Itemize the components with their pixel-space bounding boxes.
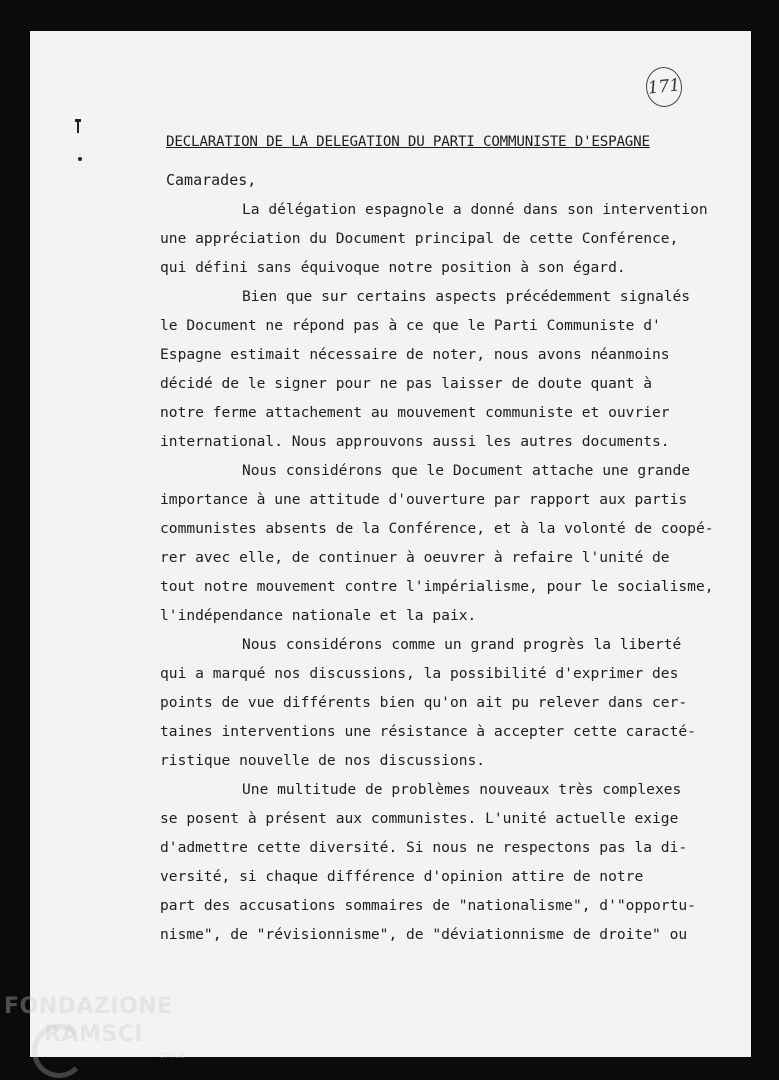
salutation: Camarades, (166, 171, 257, 189)
text-line: importance à une attitude d'ouverture par rapport aux partis (160, 491, 688, 508)
text-line: Espagne estimait nécessaire de noter, nous avons néanmoins (160, 346, 670, 363)
text-line: points de vue différents bien qu'on ait pu relever dans cer- (160, 694, 688, 711)
margin-mark (75, 89, 87, 169)
page-number-stamp: 171 (644, 65, 684, 109)
text-line: part des accusations sommaires de "nationalisme", d'"opportu- (160, 897, 696, 914)
text-line: ristique nouvelle de nos discussions. (160, 752, 486, 769)
text-line: d'admettre cette diversité. Si nous ne respectons pas la di- (160, 839, 688, 856)
watermark-line-2: RAMSCI (44, 1022, 144, 1047)
archive-watermark (4, 994, 204, 1074)
document-title: DECLARATION DE LA DELEGATION DU PARTI COMMUNISTE D'ESPAGNE (166, 134, 650, 150)
document-body (160, 195, 735, 949)
text-line: nisme", de "révisionnisme", de "déviationnisme de droite" ou (160, 926, 688, 943)
text-line: se posent à présent aux communistes. L'unité actuelle exige (160, 810, 679, 827)
document-page (30, 31, 751, 1057)
text-line: tout notre mouvement contre l'impérialisme, pour le socialisme, (160, 578, 714, 595)
text-line: communistes absents de la Conférence, et à la volonté de coopé- (160, 520, 714, 537)
paragraph (160, 195, 735, 282)
text-line: qui a marqué nos discussions, la possibilité d'exprimer des (160, 665, 679, 682)
watermark-line-3: onlus (159, 1050, 186, 1061)
paragraph (160, 630, 735, 775)
text-line: Une multitude de problèmes nouveaux très complexes (242, 781, 682, 798)
text-line: taines interventions une résistance à accepter cette caracté- (160, 723, 696, 740)
text-line: international. Nous approuvons aussi les autres documents. (160, 433, 670, 450)
paragraph (160, 282, 735, 456)
paragraph (160, 775, 735, 949)
text-line: décidé de le signer pour ne pas laisser de doute quant à (160, 375, 653, 392)
text-line: une appréciation du Document principal de cette Conférence, (160, 230, 679, 247)
text-line: le Document ne répond pas à ce que le Parti Communiste d' (160, 317, 661, 334)
text-line: Nous considérons comme un grand progrès la liberté (242, 636, 682, 653)
text-line: rer avec elle, de continuer à oeuvrer à refaire l'unité de (160, 549, 670, 566)
text-line: l'indépendance nationale et la paix. (160, 607, 477, 624)
text-line: notre ferme attachement au mouvement communiste et ouvrier (160, 404, 670, 421)
text-line: La délégation espagnole a donné dans son intervention (242, 201, 708, 218)
paragraph (160, 456, 735, 630)
text-line: qui défini sans équivoque notre position à son égard. (160, 259, 626, 276)
text-line: versité, si chaque différence d'opinion attire de notre (160, 868, 644, 885)
text-line: Bien que sur certains aspects précédemment signalés (242, 288, 691, 305)
text-line: Nous considérons que le Document attache une grande (242, 462, 691, 479)
watermark-line-1: FONDAZIONE (4, 994, 173, 1019)
